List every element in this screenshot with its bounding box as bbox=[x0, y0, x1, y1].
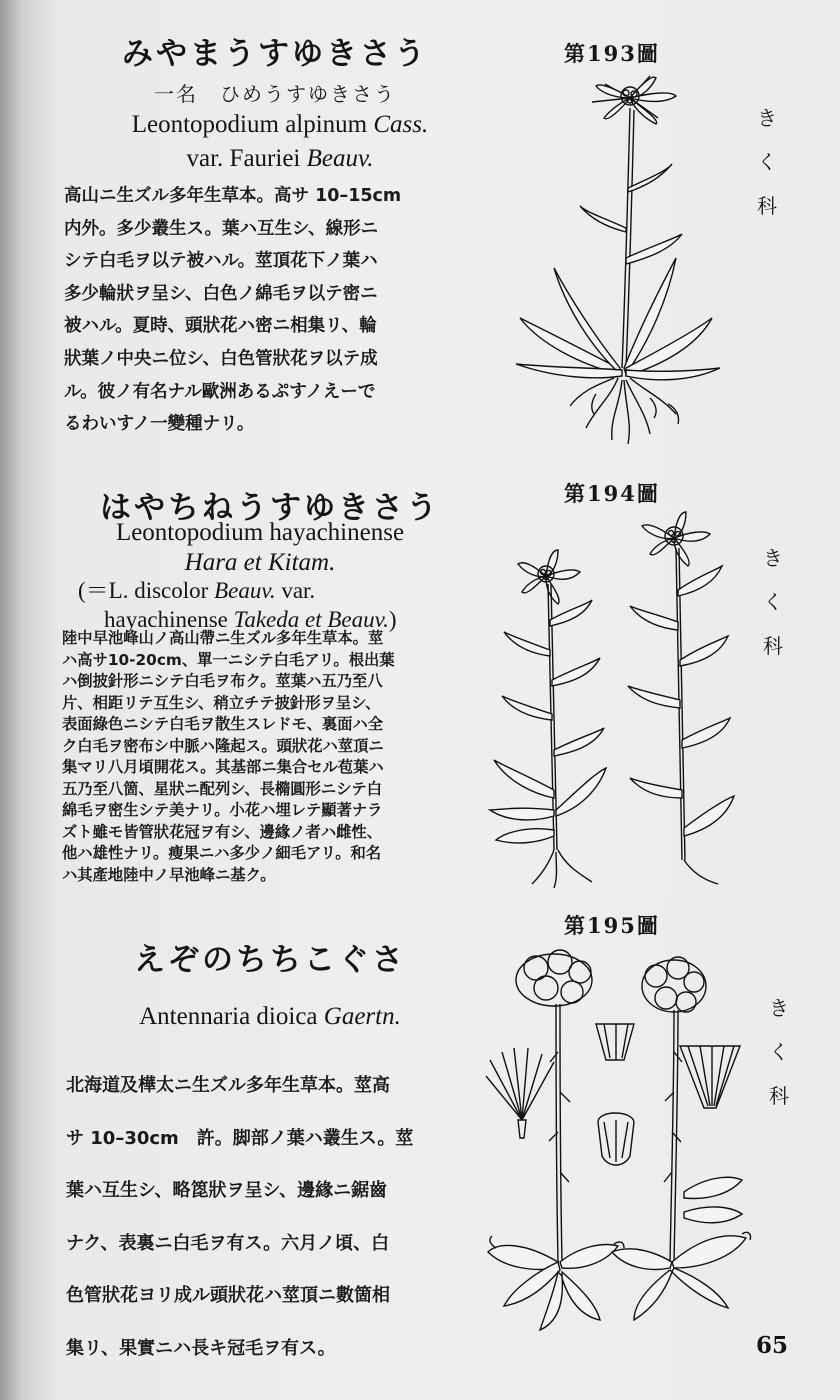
entry-2-body-line: 表面綠色ニシテ白毛ヲ散生スレドモ、裏面ハ全 bbox=[62, 715, 384, 733]
entry-2-synonym-var: var. bbox=[281, 578, 316, 603]
entry-3-figure-number: 第195圖 bbox=[564, 913, 660, 938]
entry-2-body-line: ハ高サ10-20cm、單一ニシテ白毛アリ。根出葉 bbox=[62, 650, 395, 669]
entry-1-latin-genus: Leontopodium alpinum bbox=[131, 111, 368, 138]
entry-2-body-line: ク白毛ヲ密布シ中脈ハ隆起ス。頭狀花ハ莖頂ニ bbox=[62, 736, 384, 755]
page-number: 65 bbox=[756, 1332, 789, 1359]
entry-3-latin-genus: Antennaria dioica bbox=[139, 1003, 318, 1030]
entry-2-synonym-epithet-author: Takeda et Beauv. bbox=[233, 607, 389, 632]
entry-3-family-label: き く 科 bbox=[769, 996, 789, 1108]
entry-2-body-line: ズト雖モ皆管狀花冠ヲ有シ、邊緣ノ者ハ雌性、 bbox=[62, 822, 383, 841]
entry-2-body-line: ハ其產地陸中ノ早池峰ニ基ク。 bbox=[62, 865, 276, 884]
entry-1-latin-var: var. Fauriei bbox=[186, 145, 301, 172]
entry-2-plant-illustration bbox=[488, 510, 738, 890]
entry-2-synonym-author: Beauv. bbox=[214, 578, 276, 603]
entry-3-title: えぞのちちこぐさ bbox=[134, 942, 406, 978]
entry-2-body-line: ハ倒披針形ニシテ白毛ヲ布ク。莖葉ハ五乃至八 bbox=[62, 672, 383, 690]
entry-2-description bbox=[62, 628, 482, 886]
entry-2-body-line: 集マリ八月頃開花ス。其基部ニ集合セル苞葉ハ bbox=[62, 758, 384, 776]
entry-2-body-line: 陸中早池峰山ノ高山帶ニ生ズル多年生草本。莖 bbox=[62, 629, 384, 647]
entry-2-family-label: き く 科 bbox=[763, 546, 783, 658]
entry-3-plant-illustration bbox=[484, 942, 754, 1342]
entry-1-body-line: 狀葉ノ中央ニ位シ、白色管狀花ヲ以テ成 bbox=[64, 348, 378, 369]
entry-3-description bbox=[66, 1060, 486, 1376]
entry-1-figure-number: 第193圖 bbox=[564, 41, 660, 66]
entry-2-synonym-close: ) bbox=[388, 607, 397, 632]
entry-2-latin-genus: Leontopodium hayachinense bbox=[115, 519, 405, 546]
entry-1-alt-name: 一名 ひめうすゆきさう bbox=[154, 82, 396, 106]
entry-2-synonym bbox=[74, 576, 494, 634]
entry-2-body-line: 五乃至八箇、星狀ニ配列シ、長橢圓形ニシテ白 bbox=[62, 779, 383, 798]
entry-2-figure-number: 第194圖 bbox=[564, 481, 660, 506]
entry-2-body-line: 綿毛ヲ密生シテ美ナリ。小花ハ埋レテ顯著ナラ bbox=[62, 801, 383, 819]
entry-2-latin-name bbox=[40, 518, 480, 578]
entry-3-body-line: 葉ハ互生シ、略箆狀ヲ呈シ、邊緣ニ鋸齒 bbox=[66, 1180, 388, 1202]
entry-3-latin-author: Gaertn. bbox=[323, 1003, 401, 1030]
entry-1-latin-name bbox=[60, 108, 500, 176]
entry-1-description bbox=[64, 180, 484, 441]
entry-2-synonym-epithet: hayachinense bbox=[104, 607, 228, 632]
entry-3-body-line: ナク、表裏ニ白毛ヲ有ス。六月ノ頃、白 bbox=[66, 1232, 390, 1254]
entry-1-body-line: 高山ニ生ズル多年生草本。高サ 10–15cm bbox=[64, 186, 402, 206]
entry-1-title: みやまうすゆきさう bbox=[122, 36, 428, 72]
entry-2-latin-author: Hara et Kitam. bbox=[184, 549, 336, 576]
entry-1-latin-var-author: Beauv. bbox=[306, 145, 374, 172]
entry-1-latin-author: Cass. bbox=[373, 111, 429, 138]
entry-1-plant-illustration bbox=[500, 68, 730, 448]
entry-2-body-line: 他ハ雄性ナリ。瘦果ニハ多少ノ細毛アリ。和名 bbox=[62, 844, 382, 862]
entry-3-latin-name bbox=[40, 1000, 500, 1034]
entry-2-body-line: 片、相距リテ互生シ、稍立チテ披針形ヲ呈シ、 bbox=[62, 693, 381, 712]
entry-3-body-line: 色管狀花ヨリ成ル頭狀花ハ莖頂ニ數箇相 bbox=[66, 1285, 390, 1307]
entry-3-body-line: 北海道及樺太ニ生ズル多年生草本。莖高 bbox=[66, 1075, 390, 1096]
entry-1-body-line: 内外。多少叢生ス。葉ハ互生シ、線形ニ bbox=[64, 218, 379, 239]
entry-1-body-line: 多少輪狀ヲ呈シ、白色ノ綿毛ヲ以テ密ニ bbox=[64, 283, 378, 304]
entry-1-family-label: き く 科 bbox=[757, 106, 777, 218]
entry-1-body-line: 被ハル。夏時、頭狀花ハ密ニ相集リ、輪 bbox=[64, 316, 377, 337]
entry-1-body-line: シテ白毛ヲ以テ被ハル。莖頂花下ノ葉ハ bbox=[64, 251, 378, 272]
entry-2-synonym-genus: (＝L. discolor bbox=[78, 578, 209, 603]
entry-1-body-line: ル。彼ノ有名ナル歐洲あるぷすノえーで bbox=[64, 381, 376, 402]
entry-1-body-line: るわいすノ一變種ナリ。 bbox=[64, 414, 255, 435]
entry-3-body-line: 集リ、果實ニハ長キ冠毛ヲ有ス。 bbox=[66, 1337, 336, 1359]
entry-3-body-line: サ 10–30cm 許。脚部ノ葉ハ叢生ス。莖 bbox=[66, 1127, 414, 1149]
entry-2-title: はやちねうすゆきさう bbox=[100, 490, 440, 526]
